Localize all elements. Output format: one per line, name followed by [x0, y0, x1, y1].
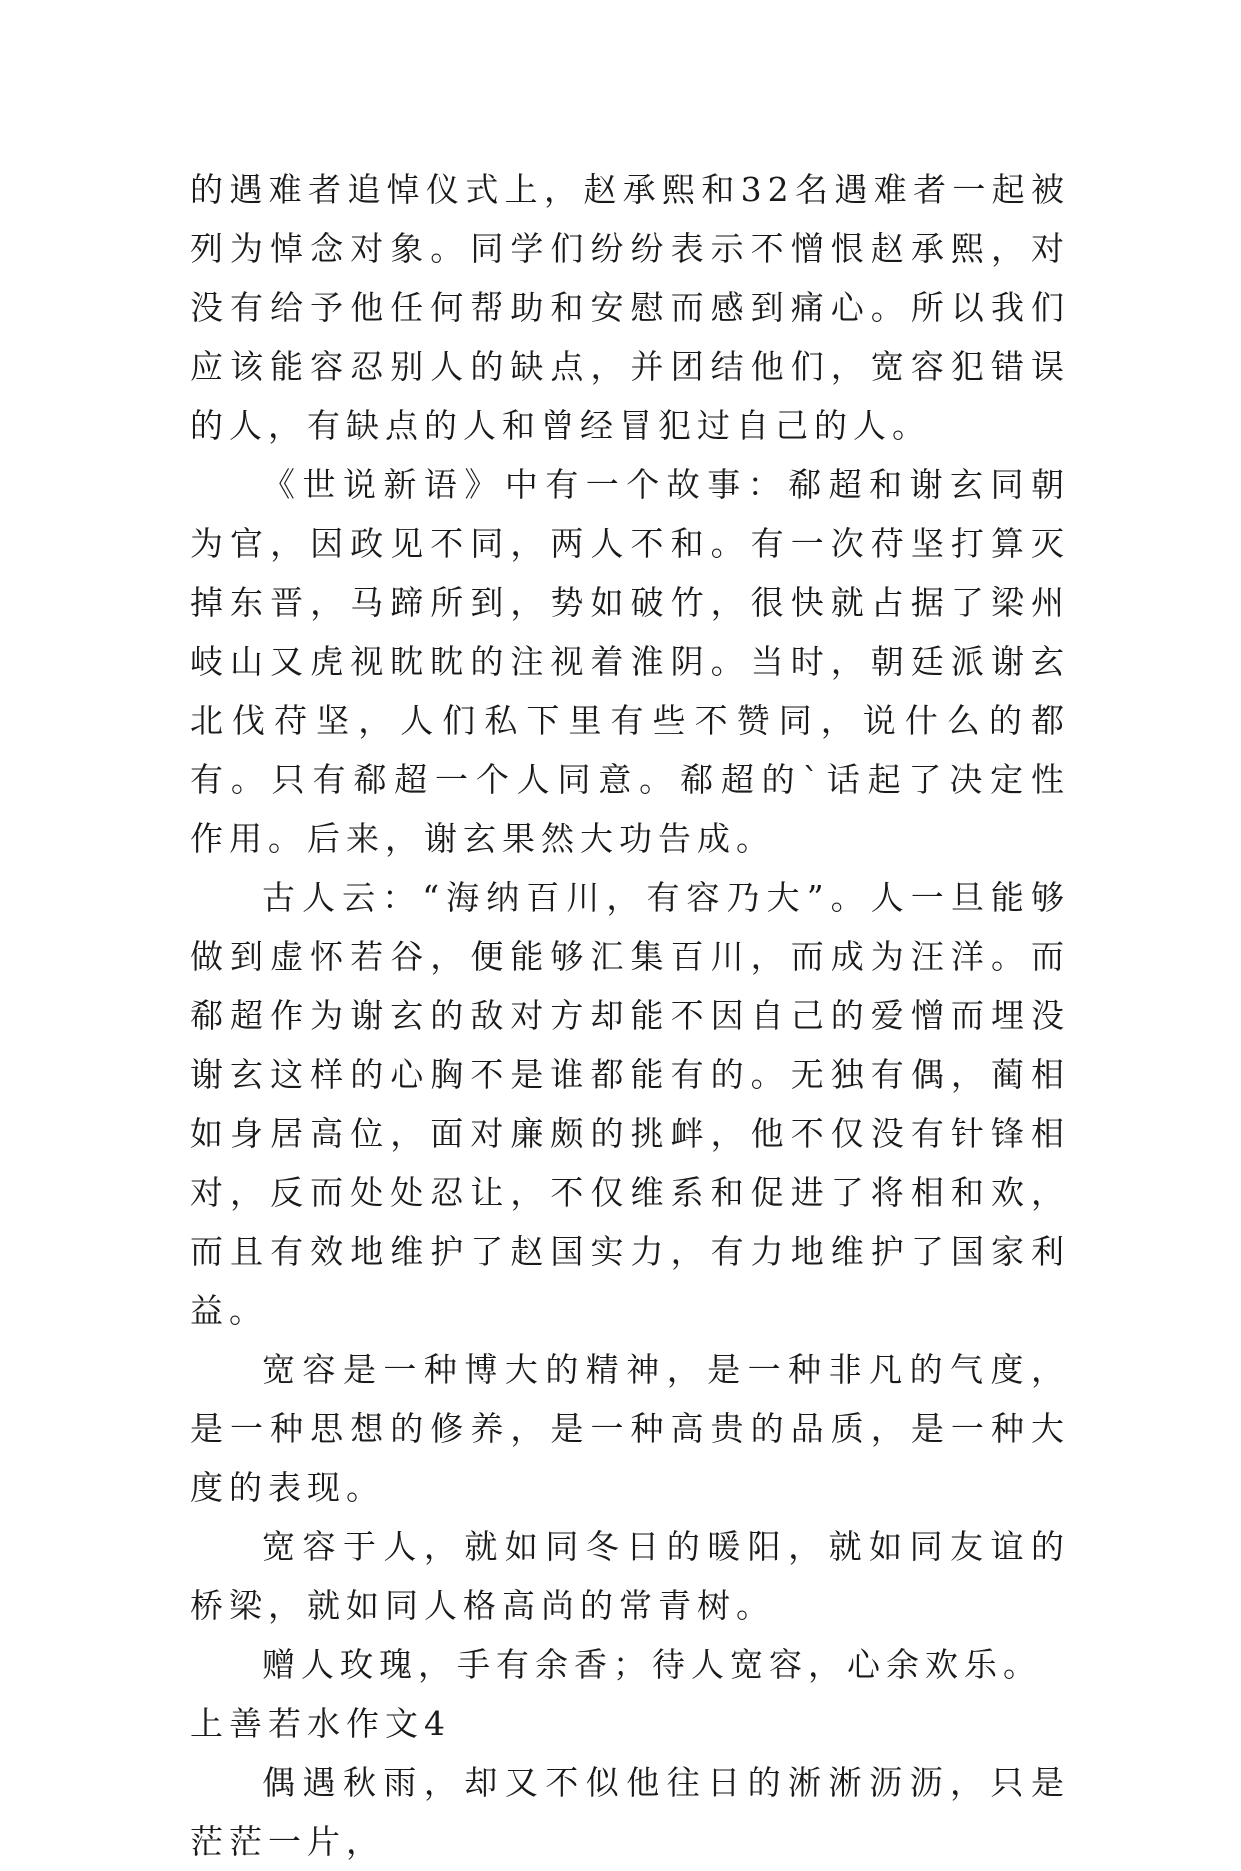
paragraph-autumn-rain: 偶遇秋雨，却又不似他往日的淅淅沥沥，只是茫茫一片，	[190, 1763, 1070, 1861]
document-body	[190, 160, 1070, 1871]
paragraph-tolerance-spirit: 宽容是一种博大的精神，是一种非凡的气度，是一种思想的修养，是一种高贵的品质，是一种大度的表现。	[190, 1350, 1070, 1507]
paragraph-conclusion: 赠人玫瑰，手有余香；待人宽容，心余欢乐。	[262, 1645, 1042, 1684]
paragraph-story: 《世说新语》中有一个故事：郗超和谢玄同朝为官，因政见不同，两人不和。有一次苻坚打算灭掉东晋，马蹄所到，势如破竹，很快就占据了梁州岐山又虎视眈眈的注视着淮阴。当时，朝廷派谢玄北伐苻坚，人们私下里有些不赞同，说什么的都有。只有郗超一个人同意。郗超的`话起了决定性作用。后来，谢玄果然大功告成。	[190, 465, 1070, 858]
paragraph-tolerance-metaphor: 宽容于人，就如同冬日的暖阳，就如同友谊的桥梁，就如同人格高尚的常青树。	[190, 1527, 1070, 1625]
paragraph-continuation: 的遇难者追悼仪式上，赵承熙和32名遇难者一起被列为悼念对象。同学们纷纷表示不憎恨赵承熙，对没有给予他任何帮助和安慰而感到痛心。所以我们应该能容忍别人的缺点，并团结他们，宽容犯错误的人，有缺点的人和曾经冒犯过自己的人。	[190, 170, 1070, 445]
paragraph-quote: 古人云：“海纳百川，有容乃大”。人一旦能够做到虚怀若谷，便能够汇集百川，而成为汪洋。而郗超作为谢玄的敌对方却能不因自己的爱憎而埋没谢玄这样的心胸不是谁都能有的。无独有偶，蔺相如身居高位，面对廉颇的挑衅，他不仅没有针锋相对，反而处处忍让，不仅维系和促进了将相和欢，而且有效地维护了赵国实力，有力地维护了国家利益。	[190, 878, 1070, 1330]
section-heading: 上善若水作文4	[190, 1704, 451, 1743]
